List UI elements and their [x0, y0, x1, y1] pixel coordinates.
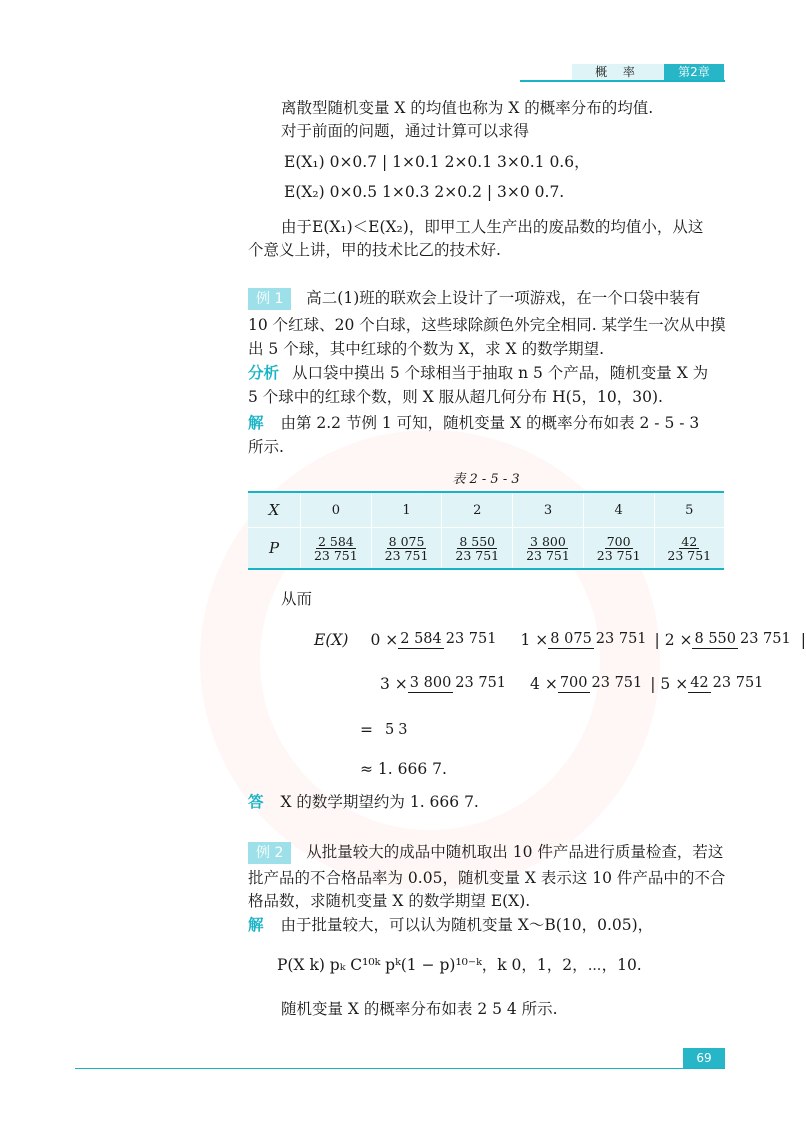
paragraph-mean-definition: 离散型随机变量 X 的均值也称为 X 的概率分布的均值.	[281, 99, 654, 117]
fraction-numerator: 2 584	[400, 631, 442, 647]
answer-text: X 的数学期望约为 1. 666 7.	[280, 793, 479, 811]
solution-line-2: 所示.	[248, 438, 284, 456]
table-cell-x: 2	[442, 492, 513, 528]
analysis-line-1	[248, 362, 708, 384]
eq-term: | 5 ×	[650, 675, 689, 693]
table-cell-p	[442, 528, 513, 570]
fraction-denominator: 23 751	[445, 631, 497, 647]
expectation-line-1	[314, 618, 806, 662]
fraction-denominator: 23 751	[596, 547, 641, 563]
equation-ex2: E(X₂) 0×0.5 1×0.3 2×0.2 | 3×0 0.7.	[284, 183, 565, 201]
fraction-numerator: 8 550	[459, 533, 496, 549]
table-head-p: P	[248, 528, 301, 570]
fraction-denominator: 23 751	[455, 675, 507, 691]
fraction-numerator: 8 075	[388, 533, 425, 549]
eq-equals: =	[360, 721, 373, 739]
fraction-denominator: 23 751	[526, 547, 570, 563]
table-cell-x: 1	[371, 492, 442, 528]
table-row-x	[248, 492, 724, 528]
analysis-text-1: 从口袋中摸出 5 个球相当于抽取 n 5 个产品，随机变量 X 为	[291, 364, 709, 382]
table-cell-x: 3	[513, 492, 584, 528]
paragraph-conclusion-1: 由于E(X₁)＜E(X₂)，即甲工人生产出的废品数的均值小，从这	[281, 218, 704, 236]
therefore-text: 从而	[281, 590, 313, 608]
expectation-line-3	[360, 708, 409, 752]
expectation-line-2	[380, 662, 765, 706]
fraction-numerator: 42	[690, 675, 709, 691]
fraction-denominator: 23 751	[667, 547, 712, 563]
eq-term: 1 ×	[520, 631, 549, 649]
example-2-label: 例 2	[248, 842, 291, 864]
example-2-text-1: 从批量较大的成品中随机取出 10 件产品进行质量检查，若这	[306, 843, 724, 861]
expectation-line-4: ≈ 1. 666 7.	[360, 760, 447, 778]
table-cell-x: 4	[583, 492, 654, 528]
table-caption: 表 2 - 5 - 3	[452, 472, 520, 487]
example-1-line-2: 10 个红球、20 个白球，这些球除颜色外完全相同. 某学生一次从中摸	[248, 316, 726, 334]
answer-label: 答	[248, 793, 264, 811]
header-rule	[520, 80, 725, 82]
fraction-numerator: 8 550	[694, 631, 736, 647]
fraction-denominator: 23 751	[313, 547, 358, 563]
example-2-line-1	[248, 841, 723, 864]
probability-table	[248, 491, 724, 570]
fraction-denominator: 23 751	[712, 675, 764, 691]
paragraph-compute-intro: 对于前面的问题，通过计算可以求得	[281, 122, 530, 140]
eq-term: 4 ×	[530, 675, 558, 693]
expectation-lhs: E(X)	[314, 631, 349, 649]
example-1-line-3: 出 5 个球，其中红球的个数为 X，求 X 的数学期望.	[248, 340, 604, 358]
table-cell-p	[513, 528, 584, 570]
fraction-numerator: 700	[606, 533, 631, 549]
eq-term: | 2 ×	[654, 631, 693, 649]
fraction-numerator: 2 584	[317, 533, 354, 549]
fraction-numerator: 3 800	[530, 533, 566, 549]
paragraph-conclusion-2: 个意义上讲，甲的技术比乙的技术好.	[248, 241, 501, 259]
fraction-numerator: 5	[385, 721, 395, 738]
solution-2-line-1	[248, 914, 653, 936]
fraction-denominator: 23 751	[595, 631, 647, 647]
table-head-x: X	[248, 492, 301, 528]
example-2-line-3: 格品数，求随机变量 X 的数学期望 E(X).	[248, 892, 531, 910]
eq-fraction	[692, 631, 792, 649]
solution-2-label: 解	[248, 916, 264, 934]
eq-term: 3 ×	[380, 675, 408, 693]
eq-fraction	[408, 675, 508, 693]
table-row-p	[248, 528, 724, 570]
eq-fraction	[548, 631, 648, 649]
fraction-numerator: 700	[559, 675, 588, 691]
footer-rule	[75, 1068, 725, 1069]
solution-text-1: 由第 2.2 节例 1 可知，随机变量 X 的概率分布如表 2 - 5 - 3	[280, 414, 700, 432]
eq-term: |	[800, 631, 806, 649]
answer-line	[248, 791, 479, 813]
example-2-line-2: 批产品的不合格品率为 0.05，随机变量 X 表示这 10 件产品中的不合	[248, 869, 726, 887]
fraction-denominator: 23 751	[455, 547, 500, 563]
binomial-formula: P(X k) pₖ C¹⁰ᵏ pᵏ(1 − p)¹⁰⁻ᵏ，k 0，1，2，⋯，10.	[277, 956, 642, 974]
example-1-text-1: 高二(1)班的联欢会上设计了一项游戏，在一个口袋中装有	[306, 289, 701, 307]
example-1-label: 例 1	[248, 288, 291, 310]
fraction-numerator: 8 075	[550, 631, 592, 647]
eq-fraction	[558, 675, 644, 693]
header-chapter-tab: 第2章	[664, 64, 724, 80]
table-cell-x: 5	[654, 492, 724, 528]
solution-2-text-1: 由于批量较大，可以认为随机变量 X～B(10，0.05)，	[280, 916, 654, 934]
solution-label: 解	[248, 414, 264, 432]
example-1-line-1	[248, 287, 700, 310]
table-cell-x: 0	[301, 492, 372, 528]
eq-fraction	[688, 675, 765, 693]
solution-line-1	[248, 412, 699, 434]
equation-ex1: E(X₁) 0×0.7 | 1×0.1 2×0.1 3×0.1 0.6，	[284, 153, 590, 171]
solution-2-line-2: 随机变量 X 的概率分布如表 2 5 4 所示.	[281, 1000, 558, 1018]
table-cell-p	[654, 528, 724, 570]
fraction-denominator: 23 751	[384, 547, 429, 563]
eq-term: 0 ×	[370, 631, 399, 649]
fraction-numerator: 3 800	[409, 675, 452, 691]
analysis-line-2: 5 个球中的红球个数，则 X 服从超几何分布 H(5，10，30).	[248, 388, 663, 406]
page-number: 69	[683, 1048, 725, 1068]
eq-fraction	[398, 631, 498, 649]
eq-fraction	[383, 722, 409, 739]
analysis-label: 分析	[248, 364, 280, 382]
table-cell-p	[301, 528, 372, 570]
header-title: 概 率	[572, 64, 664, 80]
fraction-numerator: 42	[681, 533, 698, 549]
fraction-denominator: 23 751	[740, 631, 791, 647]
fraction-denominator: 3	[398, 721, 408, 738]
table-cell-p	[583, 528, 654, 570]
table-cell-p	[371, 528, 442, 570]
fraction-denominator: 23 751	[591, 675, 643, 691]
